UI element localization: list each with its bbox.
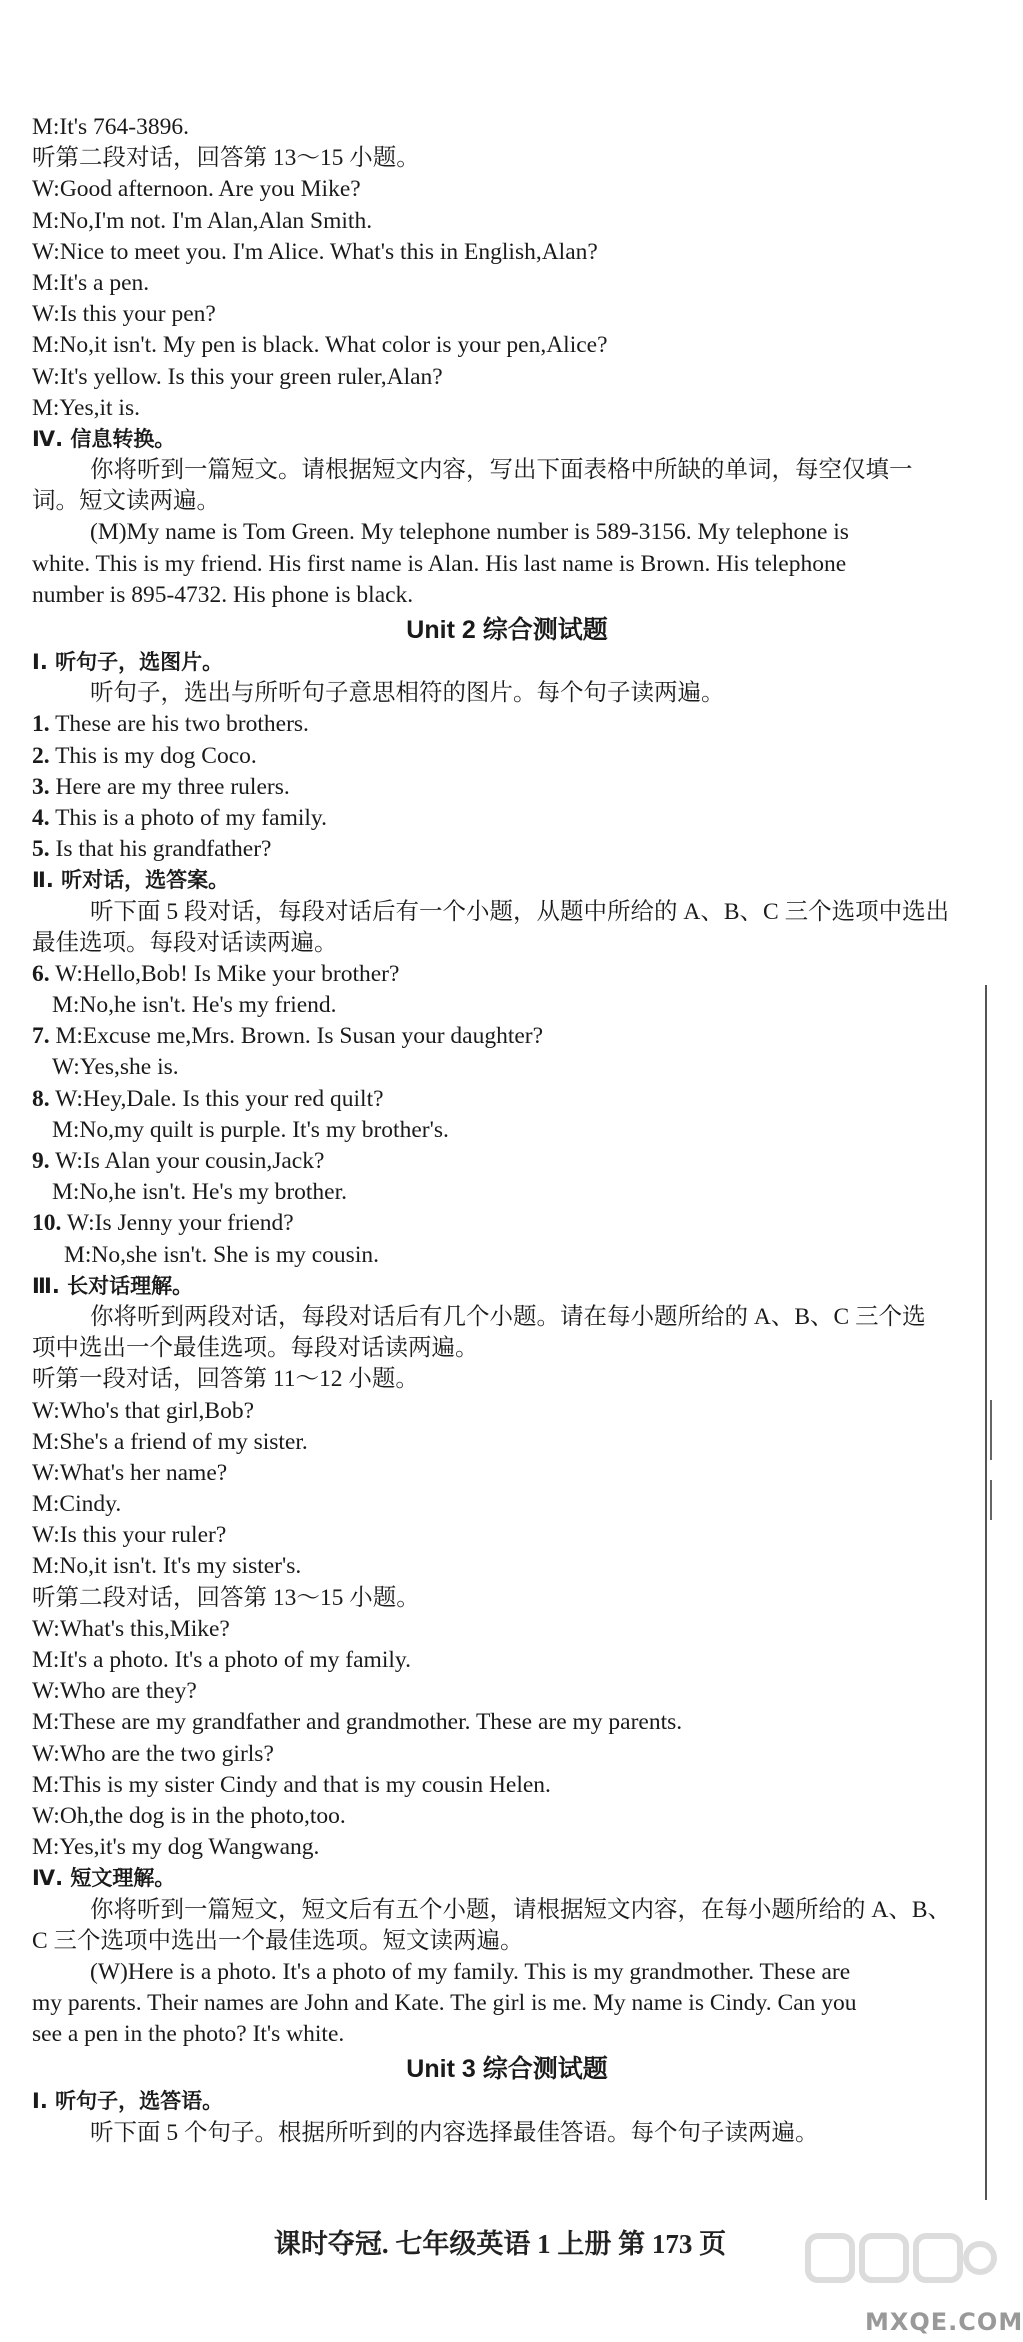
dialogue-line: M:She's a friend of my sister. [32, 1428, 308, 1455]
question-number: 8. [32, 1085, 50, 1112]
question-item [32, 709, 982, 740]
question-text: This is a photo of my family. [49, 804, 328, 831]
instruction-text: C 三个选项中选出一个最佳选项。短文读两遍。 [32, 1927, 524, 1954]
dialogue-line: M:Yes,it's my dog Wangwang. [32, 1834, 320, 1861]
dialogue-line: M:Excuse me,Mrs. Brown. Is Susan your daughter? [49, 1023, 544, 1050]
instruction-text: 听句子，选出与所听句子意思相符的图片。每个句子读两遍。 [90, 680, 725, 707]
question-number: 4. [32, 804, 50, 831]
section-heading: Ⅲ. 长对话理解。 [32, 1273, 194, 1298]
dialogue-line: M:These are my grandfather and grandmother. These are my parents. [32, 1709, 683, 1736]
instruction-text: 听下面 5 段对话，每段对话后有一个小题，从题中所给的 A、B、C 三个选项中选出 [90, 898, 950, 925]
dialogue-line: W:Who's that girl,Bob? [32, 1397, 254, 1424]
instruction-text: 词。短文读两遍。 [32, 488, 220, 515]
question-text: Is that his grandfather? [49, 836, 272, 863]
instruction-text: 项中选出一个最佳选项。每段对话读两遍。 [32, 1335, 479, 1362]
question-item [32, 1021, 982, 1052]
dialogue-line: W:Oh,the dog is in the photo,too. [32, 1802, 346, 1829]
question-number: 2. [32, 742, 50, 769]
dialogue-line: M:No,it isn't. It's my sister's. [32, 1553, 302, 1580]
dialogue-line: W:Good afternoon. Are you Mike? [32, 176, 361, 203]
dialogue-line: W:Hello,Bob! Is Mike your brother? [49, 960, 400, 987]
dialogue-line: W:Is this your pen? [32, 301, 216, 328]
instruction-text: 你将听到两段对话，每段对话后有几个小题。请在每小题所给的 A、B、C 三个选 [90, 1303, 926, 1330]
dialogue-line: M:No,it isn't. My pen is black. What color is your pen,Alice? [32, 332, 608, 359]
question-number: 7. [32, 1023, 50, 1050]
question-item [32, 741, 982, 772]
dialogue-line: W:Yes,she is. [52, 1054, 179, 1081]
question-item [32, 772, 982, 803]
dialogue-line: M:No,my quilt is purple. It's my brother's. [52, 1116, 449, 1143]
dialogue-line: M:It's a pen. [32, 269, 150, 296]
passage-text: white. This is my friend. His first name is Alan. His last name is Brown. His telephone [32, 550, 847, 577]
dialogue-line: M:This is my sister Cindy and that is my cousin Helen. [32, 1771, 551, 1798]
dialogue-line: M:It's 764-3896. [32, 114, 189, 140]
passage-text: (W)Here is a photo. It's a photo of my family. This is my grandmother. These are [90, 1958, 851, 1985]
dialogue-line: W:Is Jenny your friend? [61, 1210, 294, 1237]
dialogue-line: M:Cindy. [32, 1491, 122, 1518]
question-number: 3. [32, 773, 50, 800]
dialogue-line: M:No,she isn't. She is my cousin. [64, 1241, 379, 1268]
dialogue-line: W:What's her name? [32, 1459, 228, 1486]
dialogue-heading: 听第二段对话，回答第 13～15 小题。 [32, 145, 420, 172]
passage-text: my parents. Their names are John and Kate. The girl is me. My name is Cindy. Can you [32, 1990, 857, 2017]
section-heading: Ⅳ. 短文理解。 [32, 1866, 176, 1891]
section-heading: Ⅱ. 听对话，选答案。 [32, 868, 230, 893]
instruction-text: 最佳选项。每段对话读两遍。 [32, 929, 338, 956]
passage-text: number is 895-4732. His phone is black. [32, 581, 414, 608]
question-item [32, 834, 982, 865]
question-text: This is my dog Coco. [49, 742, 257, 769]
section-heading: Ⅰ. 听句子，选图片。 [32, 650, 224, 674]
question-item [32, 1208, 982, 1239]
unit-title: Unit 3 综合测试题 [406, 2055, 608, 2084]
question-number: 1. [32, 711, 50, 738]
dialogue-line: W:Nice to meet you. I'm Alice. What's this in English,Alan? [32, 238, 598, 265]
page-footer: 课时夺冠. 七年级英语 1 上册 第 173 页 [273, 2229, 727, 2259]
question-item [32, 1084, 982, 1115]
question-text: These are his two brothers. [49, 711, 309, 738]
document-body [32, 112, 982, 2149]
dialogue-line: W:What's this,Mike? [32, 1615, 230, 1642]
page-edge-tick [990, 1400, 992, 1460]
question-item [32, 959, 982, 990]
question-text: Here are my three rulers. [49, 773, 290, 800]
question-item [32, 803, 982, 834]
watermark-text: MXQE.COM [865, 2308, 1023, 2336]
dialogue-heading: 听第一段对话，回答第 11～12 小题。 [32, 1366, 419, 1393]
instruction-text: 你将听到一篇短文。请根据短文内容，写出下面表格中所缺的单词，每空仅填一 [90, 457, 913, 484]
passage-text: (M)My name is Tom Green. My telephone number is 589-3156. My telephone is [90, 519, 849, 546]
question-number: 9. [32, 1148, 50, 1174]
instruction-text: 听下面 5 个句子。根据所听到的内容选择最佳答语。每个句子读两遍。 [90, 2119, 819, 2146]
page-edge-tick [990, 1480, 992, 1520]
unit-title: Unit 2 综合测试题 [406, 616, 608, 644]
question-number: 10. [32, 1210, 62, 1237]
dialogue-line: W:Is this your ruler? [32, 1522, 227, 1549]
dialogue-line: M:Yes,it is. [32, 394, 140, 421]
dialogue-line: W:Who are they? [32, 1678, 197, 1705]
dialogue-line: W:Who are the two girls? [32, 1740, 274, 1767]
dialogue-line: M:It's a photo. It's a photo of my family. [32, 1647, 411, 1673]
dialogue-line: M:No,I'm not. I'm Alan,Alan Smith. [32, 207, 373, 234]
instruction-text: 你将听到一篇短文，短文后有五个小题，请根据短文内容，在每小题所给的 A、B、 [90, 1896, 952, 1923]
dialogue-line: W:It's yellow. Is this your green ruler,Alan? [32, 363, 443, 390]
section-heading: Ⅳ. 信息转换。 [32, 426, 176, 451]
question-number: 6. [32, 960, 50, 987]
question-item [32, 1146, 982, 1177]
dialogue-line: M:No,he isn't. He's my friend. [52, 992, 337, 1019]
question-number: 5. [32, 836, 50, 863]
dialogue-line: M:No,he isn't. He's my brother. [52, 1179, 348, 1206]
dialogue-line: W:Is Alan your cousin,Jack? [49, 1148, 325, 1174]
dialogue-heading: 听第二段对话，回答第 13～15 小题。 [32, 1584, 420, 1611]
page-edge-rule [985, 985, 987, 2200]
passage-text: see a pen in the photo? It's white. [32, 2021, 345, 2048]
dialogue-line: W:Hey,Dale. Is this your red quilt? [49, 1085, 384, 1112]
section-heading: Ⅰ. 听句子，选答语。 [32, 2089, 224, 2114]
